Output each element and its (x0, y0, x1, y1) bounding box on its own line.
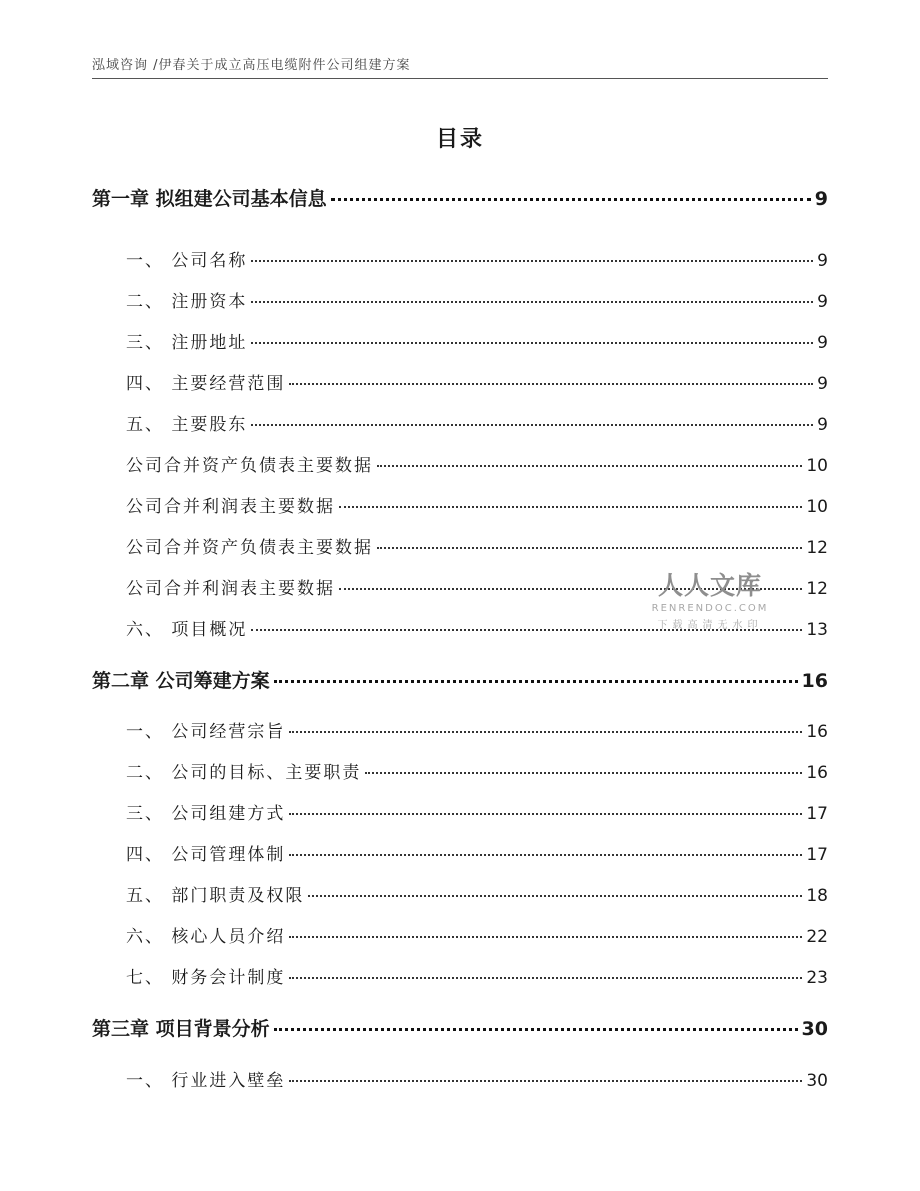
toc-page-number: 13 (806, 620, 828, 640)
toc-section[interactable] (0, 615, 920, 640)
toc-page-number: 16 (806, 763, 828, 783)
toc-section[interactable] (0, 963, 920, 988)
toc-label: 三、 注册地址 (126, 333, 248, 353)
toc-label: 三、 公司组建方式 (126, 804, 286, 824)
toc-section[interactable] (0, 799, 920, 824)
dot-leader (251, 342, 813, 344)
toc-page-number: 10 (806, 497, 828, 517)
toc-page-number: 12 (806, 579, 828, 599)
toc-section[interactable] (0, 287, 920, 312)
toc-label: 公司合并资产负债表主要数据 (126, 538, 373, 558)
toc-section[interactable] (0, 451, 920, 476)
dot-leader (289, 731, 802, 733)
toc-page-number: 10 (806, 456, 828, 476)
header-divider (92, 78, 828, 79)
toc-section[interactable] (0, 328, 920, 353)
toc-section[interactable] (0, 533, 920, 558)
toc-section[interactable] (0, 574, 920, 599)
toc-label: 第三章 项目背景分析 (92, 1018, 270, 1040)
toc-label: 第一章 拟组建公司基本信息 (92, 188, 327, 210)
toc-page-number: 9 (814, 188, 828, 210)
toc-label: 四、 主要经营范围 (126, 374, 286, 394)
toc-label: 六、 项目概况 (126, 620, 248, 640)
toc-label: 公司合并利润表主要数据 (126, 497, 335, 517)
dot-leader (289, 813, 802, 815)
dot-leader (331, 198, 811, 201)
toc-page-number: 30 (801, 1018, 828, 1040)
toc-section[interactable] (0, 758, 920, 783)
dot-leader (274, 680, 798, 683)
toc-label: 四、 公司管理体制 (126, 845, 286, 865)
toc-label: 六、 核心人员介绍 (126, 927, 286, 947)
dot-leader (251, 424, 813, 426)
page-header: 泓域咨询 /伊春关于成立高压电缆附件公司组建方案 (92, 58, 411, 73)
toc-page-number: 9 (817, 415, 828, 435)
toc-title: 目录 (435, 127, 484, 152)
toc-label: 一、 公司经营宗旨 (126, 722, 286, 742)
toc-section[interactable] (0, 922, 920, 947)
toc-section[interactable] (0, 492, 920, 517)
dot-leader (365, 772, 802, 774)
dot-leader (289, 936, 802, 938)
toc-label: 一、 公司名称 (126, 251, 248, 271)
toc-section[interactable] (0, 881, 920, 906)
dot-leader (339, 506, 802, 508)
dot-leader (289, 383, 813, 385)
toc-page-number: 17 (806, 804, 828, 824)
toc-label: 公司合并资产负债表主要数据 (126, 456, 373, 476)
toc-page-number: 17 (806, 845, 828, 865)
dot-leader (289, 854, 802, 856)
dot-leader (251, 301, 813, 303)
toc-chapter[interactable] (0, 1014, 920, 1041)
toc-section[interactable] (0, 369, 920, 394)
dot-leader (377, 465, 802, 467)
toc-page-number: 22 (806, 927, 828, 947)
dot-leader (308, 895, 802, 897)
watermark-logo: 人人文库 (657, 571, 762, 600)
toc-page-number: 9 (817, 374, 828, 394)
dot-leader (289, 977, 802, 979)
toc-label: 七、 财务会计制度 (126, 968, 286, 988)
toc-label: 二、 公司的目标、主要职责 (126, 763, 362, 783)
toc-page-number: 9 (817, 251, 828, 271)
toc-page-number: 16 (806, 722, 828, 742)
watermark-url: RENRENDOC.COM (651, 603, 769, 614)
toc-chapter[interactable] (0, 184, 920, 211)
toc-section[interactable] (0, 717, 920, 742)
toc-label: 五、 部门职责及权限 (126, 886, 305, 906)
toc-page-number: 23 (806, 968, 828, 988)
toc-label: 二、 注册资本 (126, 292, 248, 312)
toc-page-number: 18 (806, 886, 828, 906)
toc-label: 第二章 公司筹建方案 (92, 670, 270, 692)
toc-page-number: 9 (817, 333, 828, 353)
toc-section[interactable] (0, 1066, 920, 1091)
toc-page-number: 9 (817, 292, 828, 312)
toc-section[interactable] (0, 246, 920, 271)
toc-chapter[interactable] (0, 666, 920, 693)
watermark (645, 566, 775, 631)
toc-page-number: 30 (806, 1071, 828, 1091)
toc-page-number: 16 (801, 670, 828, 692)
dot-leader (251, 260, 813, 262)
dot-leader (377, 547, 802, 549)
toc-page-number: 12 (806, 538, 828, 558)
toc-label: 一、 行业进入壁垒 (126, 1071, 286, 1091)
dot-leader (274, 1028, 798, 1031)
toc-label: 公司合并利润表主要数据 (126, 579, 335, 599)
watermark-tagline: 下载高清无水印 (657, 620, 763, 631)
toc-label: 五、 主要股东 (126, 415, 248, 435)
dot-leader (289, 1080, 802, 1082)
toc-section[interactable] (0, 410, 920, 435)
toc-section[interactable] (0, 840, 920, 865)
